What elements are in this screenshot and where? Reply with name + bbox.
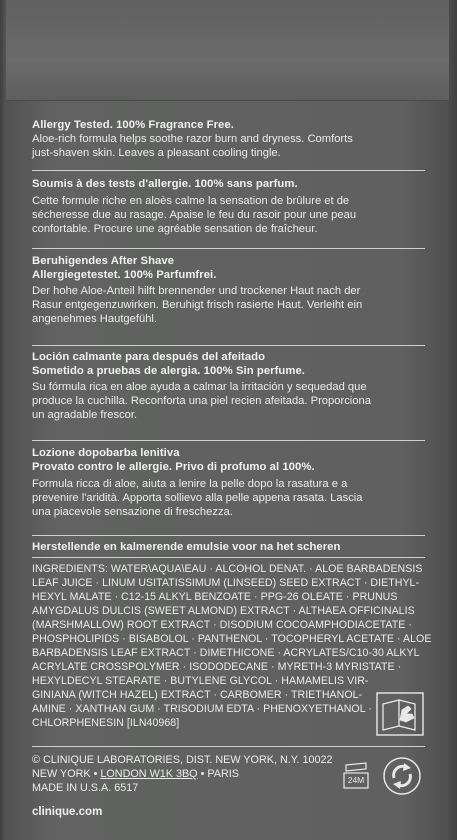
ingredients-line: HEXYL MALATE · C12-15 ALKYL BENZOATE · PPG-26 OLEATE · PRUNUS — [32, 591, 398, 603]
top-flap — [0, 0, 457, 101]
ingredients-line: AMINE · XANTHAN GUM · TRISODIUM EDTA · PHENOXYETHANOL · — [32, 703, 372, 715]
section-heading: Beruhigendes After Shave — [32, 255, 175, 267]
origin-line: MADE IN U.S.A. 6517 — [32, 782, 139, 794]
section-heading: Soumis à des tests d'allergie. 100% sans parfum. — [32, 178, 298, 190]
ingredients-line: LEAF JUICE · LINUM USITATISSIMUM (LINSEED) SEED EXTRACT · DIETHYL- — [32, 577, 420, 589]
ingredients-line: ACRYLATE CROSSPOLYMER · ISODODECANE · MYRETH-3 MYRISTATE · — [32, 661, 402, 673]
section-text-line: un agradable frescor. — [32, 409, 138, 421]
divider — [32, 440, 425, 441]
website: clinique.com — [32, 806, 103, 818]
section-subheading: Allergiegetestet. 100% Parfumfrei. — [32, 269, 217, 281]
ingredients-line: BARBADENSIS LEAF EXTRACT · DIMETHICONE · ACRYLATES/C10-30 ALKYL — [32, 647, 420, 659]
section-italian — [32, 446, 427, 519]
section-text-line: confortable. Procure une agréable sensation de fraîcheur. — [32, 223, 318, 235]
divider — [32, 557, 425, 558]
left-edge — [0, 0, 6, 840]
address-line: NEW YORK • LONDON W1K 3BQ • PARIS — [32, 768, 239, 780]
section-german — [32, 254, 427, 326]
section-heading: Herstellende en kalmerende emulsie voor na het scheren — [32, 541, 341, 553]
ingredients-line: (MARSHMALLOW) ROOT EXTRACT · DISODIUM COCOAMPHODIACETATE · — [32, 619, 412, 631]
section-heading: Lozione dopobarba lenitiva — [32, 447, 180, 459]
section-text-line: Der hohe Aloe-Anteil hilft brennender und trockener Haut nach der — [32, 285, 361, 297]
divider — [32, 345, 425, 346]
manufacturer-address — [32, 753, 392, 795]
section-subheading: Provato contro le allergie. Privo di profumo al 100%. — [32, 461, 315, 473]
section-text-line: sécheresse due au rasage. Apaise le feu du rasoir pour une peau — [32, 209, 357, 221]
read-leaflet-icon — [376, 692, 424, 736]
section-heading: Loción calmante para después del afeitado — [32, 351, 266, 363]
divider — [32, 170, 425, 171]
recycle-icon — [382, 756, 422, 796]
divider — [32, 746, 425, 747]
section-text-line: Rasur entgegenzuwirken. Beruhigt frisch rasierte Haut. Verleiht ein — [32, 299, 363, 311]
london-address: LONDON W1K 3BQ — [100, 768, 198, 780]
pao-label: 24M — [347, 775, 365, 785]
ingredients-line: PHOSPHOLIPIDS · BISABOLOL · PANTHENOL · TOCOPHERYL ACETATE · ALOE — [32, 633, 432, 645]
section-text-line: Formula ricca di aloe, aiuta a lenire la pelle dopo la rasatura e a — [32, 478, 348, 490]
open-jar-pao-icon — [340, 762, 370, 790]
ingredients-line: HEXYLDECYL STEARATE · BUTYLENE GLYCOL · HAMAMELIS VIR- — [32, 675, 369, 687]
section-text-line: angenehmes Hautgefühl. — [32, 313, 158, 325]
ingredients-line: CHLORPHENESIN [ILN40968] — [32, 717, 180, 729]
section-text-line: una piacevole sensazione di freschezza. — [32, 506, 233, 518]
section-text-line: Su fórmula rica en aloe ayuda a calmar la irritación y sequedad que — [32, 381, 367, 393]
section-english — [32, 118, 427, 160]
right-edge — [449, 0, 457, 840]
section-heading: Allergy Tested. 100% Fragrance Free. — [32, 119, 234, 131]
divider — [32, 248, 425, 249]
address-line: © CLINIQUE LABORATORIES, DIST. NEW YORK, N.Y. 10022 — [32, 754, 333, 766]
section-french — [32, 177, 427, 236]
section-text-line: produce la cuchilla. Reconforta una piel recien afeitada. Proporciona — [32, 395, 371, 407]
section-text-line: prevenire l'aridità. Apporta sollievo alla pelle appena rasata. Lascia — [32, 492, 363, 504]
section-dutch — [32, 540, 427, 554]
section-text-line: Aloe-rich formula helps soothe razor burn and dryness. Comforts — [32, 133, 353, 145]
ingredients-line: AMYGDALUS DULCIS (SWEET ALMOND) EXTRACT · ALTHAEA OFFICINALIS — [32, 605, 415, 617]
ingredients-list — [32, 562, 432, 730]
ingredients-line: GINIANA (WITCH HAZEL) EXTRACT · CARBOMER · TRIETHANOL- — [32, 689, 363, 701]
divider — [32, 535, 425, 536]
section-spanish — [32, 350, 427, 422]
section-text-line: Cette formule riche en aloès calme la sensation de brûlure et de — [32, 195, 350, 207]
ingredients-line: INGREDIENTS: WATER\AQUA\EAU · ALCOHOL DENAT. · ALOE BARBADENSIS — [32, 563, 423, 575]
section-subheading: Sometido a pruebas de alergia. 100% Sin perfume. — [32, 365, 305, 377]
section-text-line: just-shaven skin. Leaves a pleasant cooling tingle. — [32, 147, 281, 159]
